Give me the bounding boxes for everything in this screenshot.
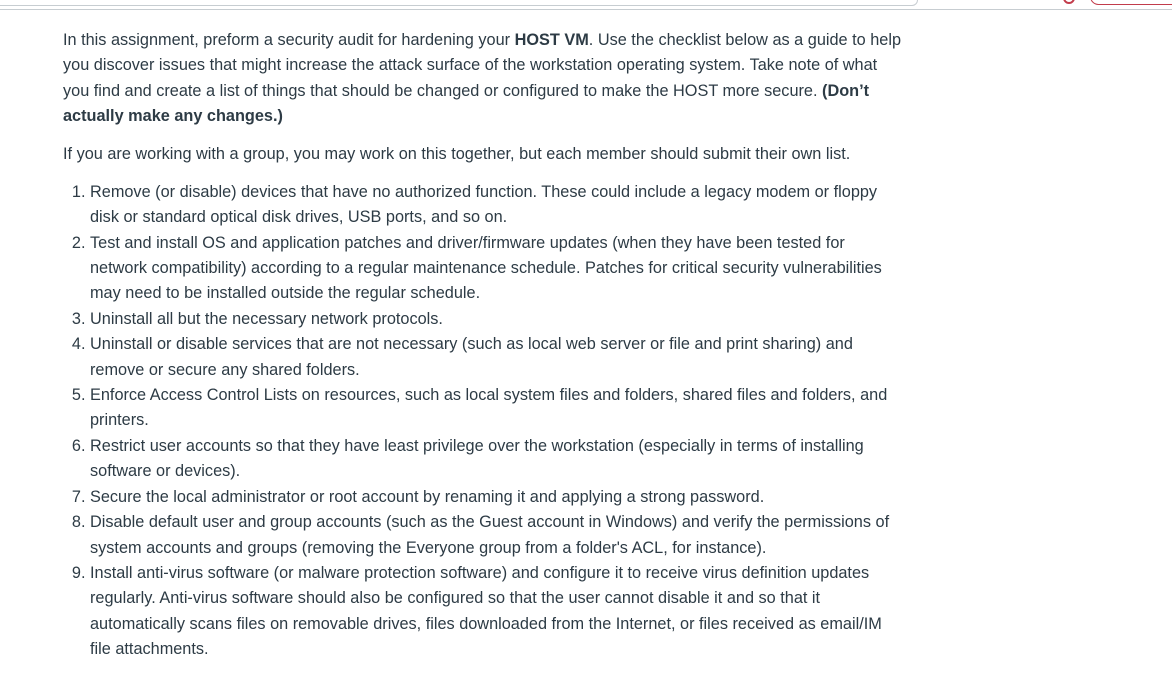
checklist-item: 8. Disable default user and group accounts (such as the Guest account in Windows) and verify the permissions of system accounts and groups (removing the Everyone group from a folder's ACL, for instance). [90,510,903,561]
checklist-item: 4. Uninstall or disable services that are not necessary (such as local web server or file and print sharing) and remove or secure any shared folders. [90,332,903,383]
top-toolbar [0,0,1172,10]
security-checklist [63,180,903,663]
checklist-item: 9. Install anti-virus software (or malware protection software) and configure it to receive virus definition updates regularly. Anti-virus software should also be configured so that the user cannot disable it and so that it automatically scans files on removable drives, files downloaded from the Internet, or files received as email/IM file attachments. [90,561,903,663]
group-note: If you are working with a group, you may work on this together, but each member should submit their own list. [63,145,851,164]
top-input-field[interactable] [0,0,918,6]
assignment-description [63,28,903,663]
intro-paragraph [63,28,903,130]
checklist-item: 6. Restrict user accounts so that they have least privilege over the workstation (especially in terms of installing software or devices). [90,434,903,485]
status-indicator-icon[interactable] [1063,0,1075,4]
host-vm-emphasis: HOST VM [514,31,589,49]
checklist-item: 3. Uninstall all but the necessary network protocols. [90,307,903,332]
intro-text-1: In this assignment, preform a security audit for hardening your [63,31,515,49]
no-changes-emphasis: (Don’t actually make any changes.) [63,81,870,126]
intro-text-2: . Use the checklist below as a guide to help you discover issues that might increase the attack surface of the workstation operating system. Take note of what you find and create a list of things that should be changed or configured to make the HOST more secure. [63,31,902,100]
checklist-item: 7. Secure the local administrator or root account by renaming it and applying a strong password. [90,485,903,510]
checklist-item: 5. Enforce Access Control Lists on resources, such as local system files and folders, shared files and folders, and printers. [90,383,903,434]
top-action-button[interactable] [1090,0,1172,5]
checklist-item: 2. Test and install OS and application patches and driver/firmware updates (when they have been tested for network compatibility) according to a regular maintenance schedule. Patches for critical security vulnerabilities may need to be installed outside the regular schedule. [90,231,903,307]
checklist-item: 1. Remove (or disable) devices that have no authorized function. These could include a legacy modem or floppy disk or standard optical disk drives, USB ports, and so on. [90,180,903,231]
